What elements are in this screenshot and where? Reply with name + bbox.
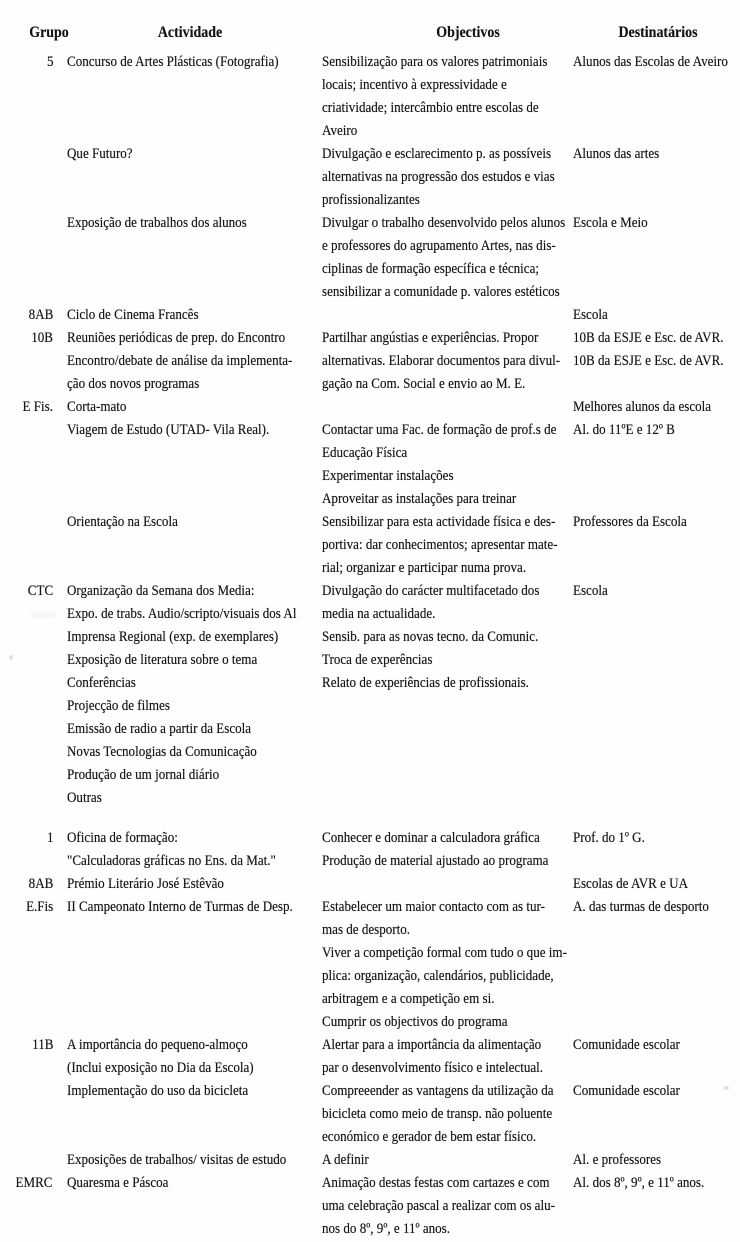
grupo-cell xyxy=(0,281,56,304)
grupo-cell xyxy=(0,942,56,965)
destinatarios-cell xyxy=(573,166,740,189)
objectivos-cell: Estabelecer um maior contacto com as tur- xyxy=(322,899,545,915)
actividade-cell xyxy=(56,97,322,120)
objectivos-cell: rial; organizar e participar numa prova. xyxy=(322,560,527,576)
destinatarios-cell: Prof. do 1º G. xyxy=(573,830,645,846)
destinatarios-cell xyxy=(573,281,740,304)
destinatarios-cell xyxy=(573,373,740,396)
destinatarios-cell xyxy=(573,258,740,281)
actividade-cell: Implementação do uso da bicicleta xyxy=(67,1083,249,1099)
objectivos-cell: alternativas. Elaborar documentos para divul- xyxy=(322,353,561,369)
table-line xyxy=(0,120,740,143)
destinatarios-cell: 10B da ESJE e Esc. de AVR. xyxy=(573,330,724,346)
objectivos-cell: Divulgar o trabalho desenvolvido pelos alunos xyxy=(322,215,566,231)
actividade-cell xyxy=(56,258,322,281)
scan-artifact xyxy=(30,612,56,618)
table-line xyxy=(0,919,740,942)
actividade-cell: (Inclui exposição no Dia da Escola) xyxy=(67,1060,254,1076)
destinatarios-cell xyxy=(573,442,740,465)
actividade-cell: A importância do pequeno-almoço xyxy=(67,1037,248,1053)
actividade-cell: Exposição de literatura sobre o tema xyxy=(67,652,258,668)
objectivos-cell: Aproveitar as instalações para treinar xyxy=(322,491,517,507)
objectivos-cell: Experimentar instalações xyxy=(322,468,454,484)
grupo-cell xyxy=(0,189,56,212)
grupo-cell xyxy=(0,741,56,764)
scan-artifact xyxy=(9,655,13,660)
objectivos-cell xyxy=(322,695,573,718)
actividade-cell: Quaresma e Páscoa xyxy=(67,1175,169,1191)
actividade-cell: Projecção de filmes xyxy=(67,698,170,714)
destinatarios-cell xyxy=(573,1218,740,1241)
objectivos-cell xyxy=(322,873,573,896)
objectivos-cell: Troca de experências xyxy=(322,652,433,668)
objectivos-cell: Produção de material ajustado ao programa xyxy=(322,853,549,869)
table-line xyxy=(0,1080,740,1103)
actividade-cell xyxy=(56,1126,322,1149)
table-line xyxy=(0,442,740,465)
grupo-cell xyxy=(0,488,56,511)
table-line xyxy=(0,1218,740,1241)
table-line xyxy=(0,373,740,396)
table-line xyxy=(0,511,740,534)
actividade-cell: Viagem de Estudo (UTAD- Vila Real). xyxy=(67,422,270,438)
destinatarios-cell xyxy=(573,850,740,873)
table-line xyxy=(0,896,740,919)
destinatarios-cell: Alunos das Escolas de Aveiro xyxy=(573,54,728,70)
table-line xyxy=(0,327,740,350)
table-line xyxy=(0,827,740,850)
table-line xyxy=(0,1195,740,1218)
grupo-cell xyxy=(0,1011,56,1034)
destinatarios-cell xyxy=(573,603,740,626)
grupo-cell xyxy=(0,965,56,988)
destinatarios-cell xyxy=(573,235,740,258)
table-body xyxy=(0,51,740,1241)
destinatarios-cell: Escola xyxy=(573,307,608,323)
actividade-cell: Conferências xyxy=(67,675,136,691)
actividade-cell xyxy=(56,74,322,97)
destinatarios-cell xyxy=(573,942,740,965)
grupo-cell xyxy=(0,74,56,97)
grupo-cell xyxy=(0,258,56,281)
grupo-cell xyxy=(0,695,56,718)
grupo-cell xyxy=(0,419,56,442)
grupo-cell xyxy=(0,442,56,465)
objectivos-cell xyxy=(322,304,573,327)
actividade-cell: Outras xyxy=(67,790,102,806)
objectivos-cell: nos do 8º, 9º, e 11º anos. xyxy=(322,1221,451,1237)
table-line xyxy=(0,534,740,557)
objectivos-cell xyxy=(322,764,573,787)
destinatarios-cell xyxy=(573,626,740,649)
objectivos-cell: plica: organização, calendários, publicidade, xyxy=(322,968,554,984)
table-line xyxy=(0,97,740,120)
grupo-cell: CTC xyxy=(27,583,53,599)
actividade-cell xyxy=(56,1218,322,1241)
actividade-cell xyxy=(56,465,322,488)
actividade-cell xyxy=(56,965,322,988)
grupo-cell xyxy=(0,511,56,534)
table-line xyxy=(0,51,740,74)
grupo-cell xyxy=(0,764,56,787)
destinatarios-cell xyxy=(573,649,740,672)
grupo-cell: 5 xyxy=(46,54,53,70)
actividade-cell: Oficina de formação: xyxy=(67,830,178,846)
table-line xyxy=(0,965,740,988)
destinatarios-cell xyxy=(573,189,740,212)
table-line xyxy=(0,350,740,373)
actividade-cell: II Campeonato Interno de Turmas de Desp. xyxy=(67,899,293,915)
objectivos-cell: uma celebração pascal a realizar com os alu- xyxy=(322,1198,555,1214)
grupo-cell: E Fis. xyxy=(22,399,53,415)
grupo-cell xyxy=(0,1149,56,1172)
grupo-cell xyxy=(0,718,56,741)
destinatarios-cell: Al. dos 8º, 9º, e 11º anos. xyxy=(573,1175,705,1191)
destinatarios-cell xyxy=(573,97,740,120)
destinatarios-cell xyxy=(573,787,740,810)
actividade-cell: Orientação na Escola xyxy=(67,514,178,530)
destinatarios-cell xyxy=(573,988,740,1011)
objectivos-cell: locais; incentivo à expressividade e xyxy=(322,77,507,93)
destinatarios-cell: A. das turmas de desporto xyxy=(573,899,709,915)
grupo-cell xyxy=(0,672,56,695)
destinatarios-cell xyxy=(573,718,740,741)
table-line xyxy=(0,557,740,580)
objectivos-cell: sensibilizar a comunidade p. valores estéticos xyxy=(322,284,560,300)
table-line xyxy=(0,626,740,649)
actividade-cell: Novas Tecnologias da Comunicação xyxy=(67,744,257,760)
destinatarios-cell xyxy=(573,1057,740,1080)
actividade-cell: Encontro/debate de análise da implementa- xyxy=(67,353,293,369)
grupo-cell: 10B xyxy=(31,330,53,346)
actividade-cell xyxy=(56,488,322,511)
actividade-cell xyxy=(56,557,322,580)
grupo-cell xyxy=(0,350,56,373)
table-line xyxy=(0,1149,740,1172)
grupo-cell xyxy=(0,1195,56,1218)
table-line xyxy=(0,580,740,603)
objectivos-cell: Relato de experiências de profissionais. xyxy=(322,675,529,691)
destinatarios-cell xyxy=(573,764,740,787)
destinatarios-cell xyxy=(573,919,740,942)
actividade-cell xyxy=(56,442,322,465)
table-line xyxy=(0,942,740,965)
objectivos-cell: bicicleta como meio de transp. não poluente xyxy=(322,1106,553,1122)
table-line xyxy=(0,465,740,488)
objectivos-cell: Contactar uma Fac. de formação de prof.s de xyxy=(322,422,557,438)
destinatarios-cell: 10B da ESJE e Esc. de AVR. xyxy=(573,353,724,369)
table-line xyxy=(0,212,740,235)
destinatarios-cell xyxy=(573,672,740,695)
table-line xyxy=(0,1034,740,1057)
objectivos-cell: profissionalizantes xyxy=(322,192,420,208)
table-header xyxy=(0,24,740,47)
grupo-cell xyxy=(0,626,56,649)
objectivos-cell: Divulgação do carácter multifacetado dos xyxy=(322,583,540,599)
grupo-cell xyxy=(0,120,56,143)
destinatarios-cell: Melhores alunos da escola xyxy=(573,399,712,415)
actividade-cell xyxy=(56,919,322,942)
actividade-cell: Organização da Semana dos Media: xyxy=(67,583,255,599)
actividade-cell xyxy=(56,166,322,189)
table-line xyxy=(0,304,740,327)
actividade-cell: Produção de um jornal diário xyxy=(67,767,220,783)
objectivos-cell: Animação destas festas com cartazes e com xyxy=(322,1175,550,1191)
objectivos-cell: ciplinas de formação específica e técnica; xyxy=(322,261,540,277)
actividade-cell: Ciclo de Cinema Francês xyxy=(67,307,199,323)
table-line xyxy=(0,741,740,764)
actividade-cell: ção dos novos programas xyxy=(67,376,200,392)
actividade-cell xyxy=(56,942,322,965)
destinatarios-cell: Al. do 11ºE e 12º B xyxy=(573,422,675,438)
actividade-cell xyxy=(56,988,322,1011)
scan-artifact xyxy=(724,1086,729,1090)
destinatarios-cell: Al. e professores xyxy=(573,1152,662,1168)
table-line xyxy=(0,281,740,304)
table-line xyxy=(0,695,740,718)
objectivos-cell: media na actualidade. xyxy=(322,606,436,622)
grupo-cell xyxy=(0,534,56,557)
table-line xyxy=(0,166,740,189)
objectivos-cell xyxy=(322,741,573,764)
actividade-cell: Expo. de trabs. Audio/scripto/visuais dos Al xyxy=(67,606,297,622)
table-line xyxy=(0,873,740,896)
destinatarios-cell xyxy=(573,534,740,557)
table-line xyxy=(0,1011,740,1034)
table-line xyxy=(0,988,740,1011)
table-line xyxy=(0,850,740,873)
grupo-cell xyxy=(0,988,56,1011)
objectivos-cell: e professores do agrupamento Artes, nas dis- xyxy=(322,238,556,254)
table-line xyxy=(0,764,740,787)
destinatarios-cell xyxy=(573,741,740,764)
objectivos-cell: mas de desporto. xyxy=(322,922,411,938)
column-header-objectivos: Objectivos xyxy=(436,24,500,41)
destinatarios-cell xyxy=(573,1011,740,1034)
objectivos-cell: Divulgação e esclarecimento p. as possíveis xyxy=(322,146,552,162)
objectivos-cell: A definir xyxy=(322,1152,369,1168)
table-line xyxy=(0,1057,740,1080)
actividade-cell: Concurso de Artes Plásticas (Fotografia) xyxy=(67,54,279,70)
destinatarios-cell: Escola xyxy=(573,583,608,599)
actividade-cell: Emissão de radio a partir da Escola xyxy=(67,721,252,737)
column-header-grupo: Grupo xyxy=(29,24,69,41)
objectivos-cell: económico e gerador de bem estar físico. xyxy=(322,1129,537,1145)
destinatarios-cell xyxy=(573,1195,740,1218)
grupo-cell xyxy=(0,919,56,942)
destinatarios-cell xyxy=(573,120,740,143)
table-line xyxy=(0,1103,740,1126)
actividade-cell xyxy=(56,534,322,557)
destinatarios-cell xyxy=(573,695,740,718)
column-header-actividade: Actividade xyxy=(157,24,223,41)
objectivos-cell: Cumprir os objectivos do programa xyxy=(322,1014,508,1030)
table-line xyxy=(0,143,740,166)
destinatarios-cell xyxy=(573,557,740,580)
objectivos-cell: Sensibilização para os valores patrimoniais xyxy=(322,54,548,70)
objectivos-cell: Partilhar angústias e experiências. Propor xyxy=(322,330,539,346)
actividade-cell xyxy=(56,120,322,143)
table-line xyxy=(0,810,740,827)
grupo-cell: 8AB xyxy=(28,307,53,323)
grupo-cell xyxy=(0,235,56,258)
table-line xyxy=(0,718,740,741)
objectivos-cell: alternativas na progressão dos estudos e vias xyxy=(322,169,555,185)
actividade-cell: Que Futuro? xyxy=(67,146,133,162)
objectivos-cell: Conhecer e dominar a calculadora gráfica xyxy=(322,830,540,846)
table-line xyxy=(0,488,740,511)
destinatarios-cell xyxy=(573,1103,740,1126)
objectivos-cell: portiva: dar conhecimentos; apresentar mate- xyxy=(322,537,558,553)
destinatarios-cell: Escola e Meio xyxy=(573,215,648,231)
grupo-cell: 8AB xyxy=(28,876,53,892)
grupo-cell xyxy=(0,166,56,189)
actividade-cell xyxy=(56,281,322,304)
objectivos-cell: Sensib. para as novas tecno. da Comunic. xyxy=(322,629,539,645)
objectivos-cell: gação na Com. Social e envio ao M. E. xyxy=(322,376,526,392)
destinatarios-cell: Comunidade escolar xyxy=(573,1037,680,1053)
grupo-cell xyxy=(0,557,56,580)
actividade-cell xyxy=(56,189,322,212)
objectivos-cell: Educação Física xyxy=(322,445,408,461)
table-line xyxy=(0,189,740,212)
table-line xyxy=(0,235,740,258)
table-line xyxy=(0,74,740,97)
grupo-cell xyxy=(0,1103,56,1126)
actividade-cell xyxy=(56,1195,322,1218)
actividade-cell: Exposição de trabalhos dos alunos xyxy=(67,215,247,231)
grupo-cell xyxy=(0,1126,56,1149)
objectivos-cell: Aveiro xyxy=(322,123,358,139)
grupo-cell: EMRC xyxy=(16,1175,53,1191)
actividade-cell xyxy=(56,1011,322,1034)
grupo-cell: E.Fis xyxy=(25,899,53,915)
column-header-destinatarios: Destinatários xyxy=(618,24,698,41)
grupo-cell: 11B xyxy=(31,1037,53,1053)
destinatarios-cell: Alunos das artes xyxy=(573,146,660,162)
actividade-cell: Imprensa Regional (exp. de exemplares) xyxy=(67,629,279,645)
destinatarios-cell: Professores da Escola xyxy=(573,514,687,530)
objectivos-cell: arbitragem e a competição em si. xyxy=(322,991,495,1007)
grupo-cell xyxy=(0,649,56,672)
objectivos-cell xyxy=(322,396,573,419)
objectivos-cell: Sensibilizar para esta actividade física e des- xyxy=(322,514,556,530)
actividade-cell: Exposições de trabalhos/ visitas de estudo xyxy=(67,1152,287,1168)
objectivos-cell xyxy=(322,787,573,810)
table-line xyxy=(0,1126,740,1149)
actividade-cell: Reuniões periódicas de prep. do Encontro xyxy=(67,330,286,346)
grupo-cell xyxy=(0,787,56,810)
grupo-cell xyxy=(0,143,56,166)
table-line xyxy=(0,649,740,672)
table-line xyxy=(0,1172,740,1195)
grupo-cell xyxy=(0,1080,56,1103)
actividade-cell: Prémio Literário José Estêvão xyxy=(67,876,224,892)
grupo-cell xyxy=(0,465,56,488)
table-line xyxy=(0,396,740,419)
destinatarios-cell xyxy=(573,74,740,97)
actividade-cell: Corta-mato xyxy=(67,399,127,415)
grupo-cell: 1 xyxy=(46,830,53,846)
destinatarios-cell: Escolas de AVR e UA xyxy=(573,876,689,892)
table-line xyxy=(0,672,740,695)
table-line xyxy=(0,787,740,810)
grupo-cell xyxy=(0,212,56,235)
actividade-cell xyxy=(56,1103,322,1126)
destinatarios-cell: Comunidade escolar xyxy=(573,1083,680,1099)
actividade-cell: "Calculadoras gráficas no Ens. da Mat." xyxy=(67,853,276,869)
grupo-cell xyxy=(0,1057,56,1080)
grupo-cell xyxy=(0,373,56,396)
objectivos-cell xyxy=(322,718,573,741)
objectivos-cell: Alertar para a importância da alimentação xyxy=(322,1037,542,1053)
destinatarios-cell xyxy=(573,465,740,488)
destinatarios-cell xyxy=(573,965,740,988)
grupo-cell xyxy=(0,97,56,120)
objectivos-cell: criatividade; intercâmbio entre escolas de xyxy=(322,100,539,116)
destinatarios-cell xyxy=(573,488,740,511)
objectivos-cell: Compreeender as vantagens da utilização da xyxy=(322,1083,554,1099)
objectivos-cell: Viver a competição formal com tudo o que im- xyxy=(322,945,567,961)
objectivos-cell: par o desenvolvimento físico e intelectual. xyxy=(322,1060,544,1076)
grupo-cell xyxy=(0,850,56,873)
table-line xyxy=(0,258,740,281)
actividade-cell xyxy=(56,235,322,258)
destinatarios-cell xyxy=(573,1126,740,1149)
grupo-cell xyxy=(0,1218,56,1241)
table-line xyxy=(0,419,740,442)
table-line xyxy=(0,603,740,626)
